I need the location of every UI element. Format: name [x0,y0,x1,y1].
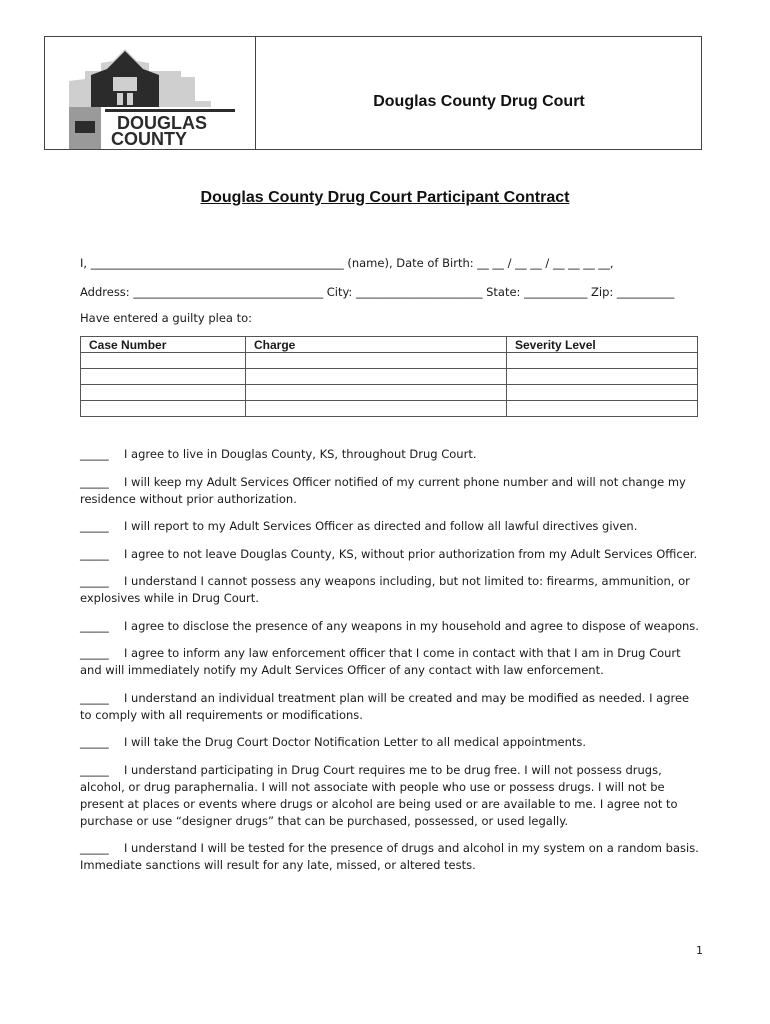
clause-text: I understand I cannot possess any weapons including, but not limited to: firearms, ammunition, or explosives while in Drug Court. [80,574,690,605]
case-number-cell[interactable] [81,369,246,385]
case-table-header-row [81,337,698,353]
court-name: Douglas County Drug Court [373,93,585,110]
severity-level-cell[interactable] [507,353,698,369]
initial-blank[interactable]: _____ [80,690,109,705]
clause-text: I agree to not leave Douglas County, KS, without prior authorization from my Adult Services Officer. [124,546,698,561]
header-divider [255,37,256,149]
clause-item [80,840,700,874]
case-number-header: Case Number [81,337,246,353]
clause-text: I agree to inform any law enforcement officer that I come in contact with that I am in Drug Court and will immediately notify my Adult Services Officer of any contact with law enforcement. [80,646,681,677]
charge-header: Charge [246,337,507,353]
charge-cell[interactable] [246,385,507,401]
initial-blank[interactable]: _____ [80,519,109,533]
severity-level-cell[interactable] [507,385,698,401]
charge-cell[interactable] [246,401,507,417]
address-line[interactable]: Address: _________________________________ City: ______________________ State: ___________ Zip: __________ [80,285,675,299]
logo-text-line1: DOUGLAS [117,113,207,133]
contract-title: Douglas County Drug Court Participant Contract [200,189,570,206]
case-number-cell[interactable] [81,385,246,401]
initial-blank[interactable]: _____ [80,735,109,749]
clause-text: I understand participating in Drug Court requires me to be drug free. I will not possess drugs, alcohol, or drug paraphernalia. I will not associate with people who use or possess drugs. I will not be present at places or events where drugs or alcohol are being used or are available to me. I agree not to purchase or use “designer drugs” that can be purchased, possessed, or used legally. [80,762,678,828]
clause-text: I will report to my Adult Services Officer as directed and follow all lawful directives given. [124,519,638,533]
clause-text: I agree to live in Douglas County, KS, throughout Drug Court. [124,447,477,461]
clause-item [80,645,700,679]
initial-blank[interactable]: _____ [80,646,109,660]
table-row [81,369,698,385]
table-row [81,401,698,417]
clause-item [80,573,700,607]
clause-text: I understand an individual treatment plan will be created and may be modified as needed. I agree to comply with all requirements or modifications. [80,690,690,722]
name-dob-line[interactable]: I, ____________________________________________ (name), Date of Birth: __ __ / __ __ / __ __ __ __, [80,256,614,270]
initial-blank[interactable]: _____ [80,574,109,588]
clause-item [80,546,700,563]
clause-item [80,618,700,635]
clause-item [80,518,700,535]
clause-text: I will take the Drug Court Doctor Notification Letter to all medical appointments. [124,735,587,749]
initial-blank[interactable]: _____ [80,546,109,561]
clause-item [80,762,700,830]
table-row [81,385,698,401]
clause-item [80,690,700,724]
initial-blank[interactable]: _____ [80,762,109,777]
initial-blank[interactable]: _____ [80,474,109,489]
clause-text: I understand I will be tested for the presence of drugs and alcohol in my system on a random basis. Immediate sanctions will result for any late, missed, or altered tests. [80,841,699,872]
severity-level-cell[interactable] [507,369,698,385]
charge-cell[interactable] [246,369,507,385]
contract-clauses [80,446,700,885]
clause-item [80,446,700,463]
severity-level-header: Severity Level [507,337,698,353]
case-number-cell[interactable] [81,353,246,369]
logo-text-line2: COUNTY [111,129,187,149]
initial-blank[interactable]: _____ [80,618,109,633]
clause-text: I will keep my Adult Services Officer notified of my current phone number and will not change my residence without prior authorization. [80,474,686,506]
initial-blank[interactable]: _____ [80,841,109,855]
page-number: 1 [696,944,703,957]
header-box [44,36,702,150]
case-number-cell[interactable] [81,401,246,417]
douglas-county-logo [61,49,241,149]
clause-text: I agree to disclose the presence of any weapons in my household and agree to dispose of weapons. [124,618,699,633]
initial-blank[interactable]: _____ [80,447,109,461]
clause-item [80,734,700,751]
guilty-plea-label: Have entered a guilty plea to: [80,311,253,325]
case-table [80,336,698,417]
severity-level-cell[interactable] [507,401,698,417]
charge-cell[interactable] [246,353,507,369]
table-row [81,353,698,369]
clause-item [80,474,700,508]
